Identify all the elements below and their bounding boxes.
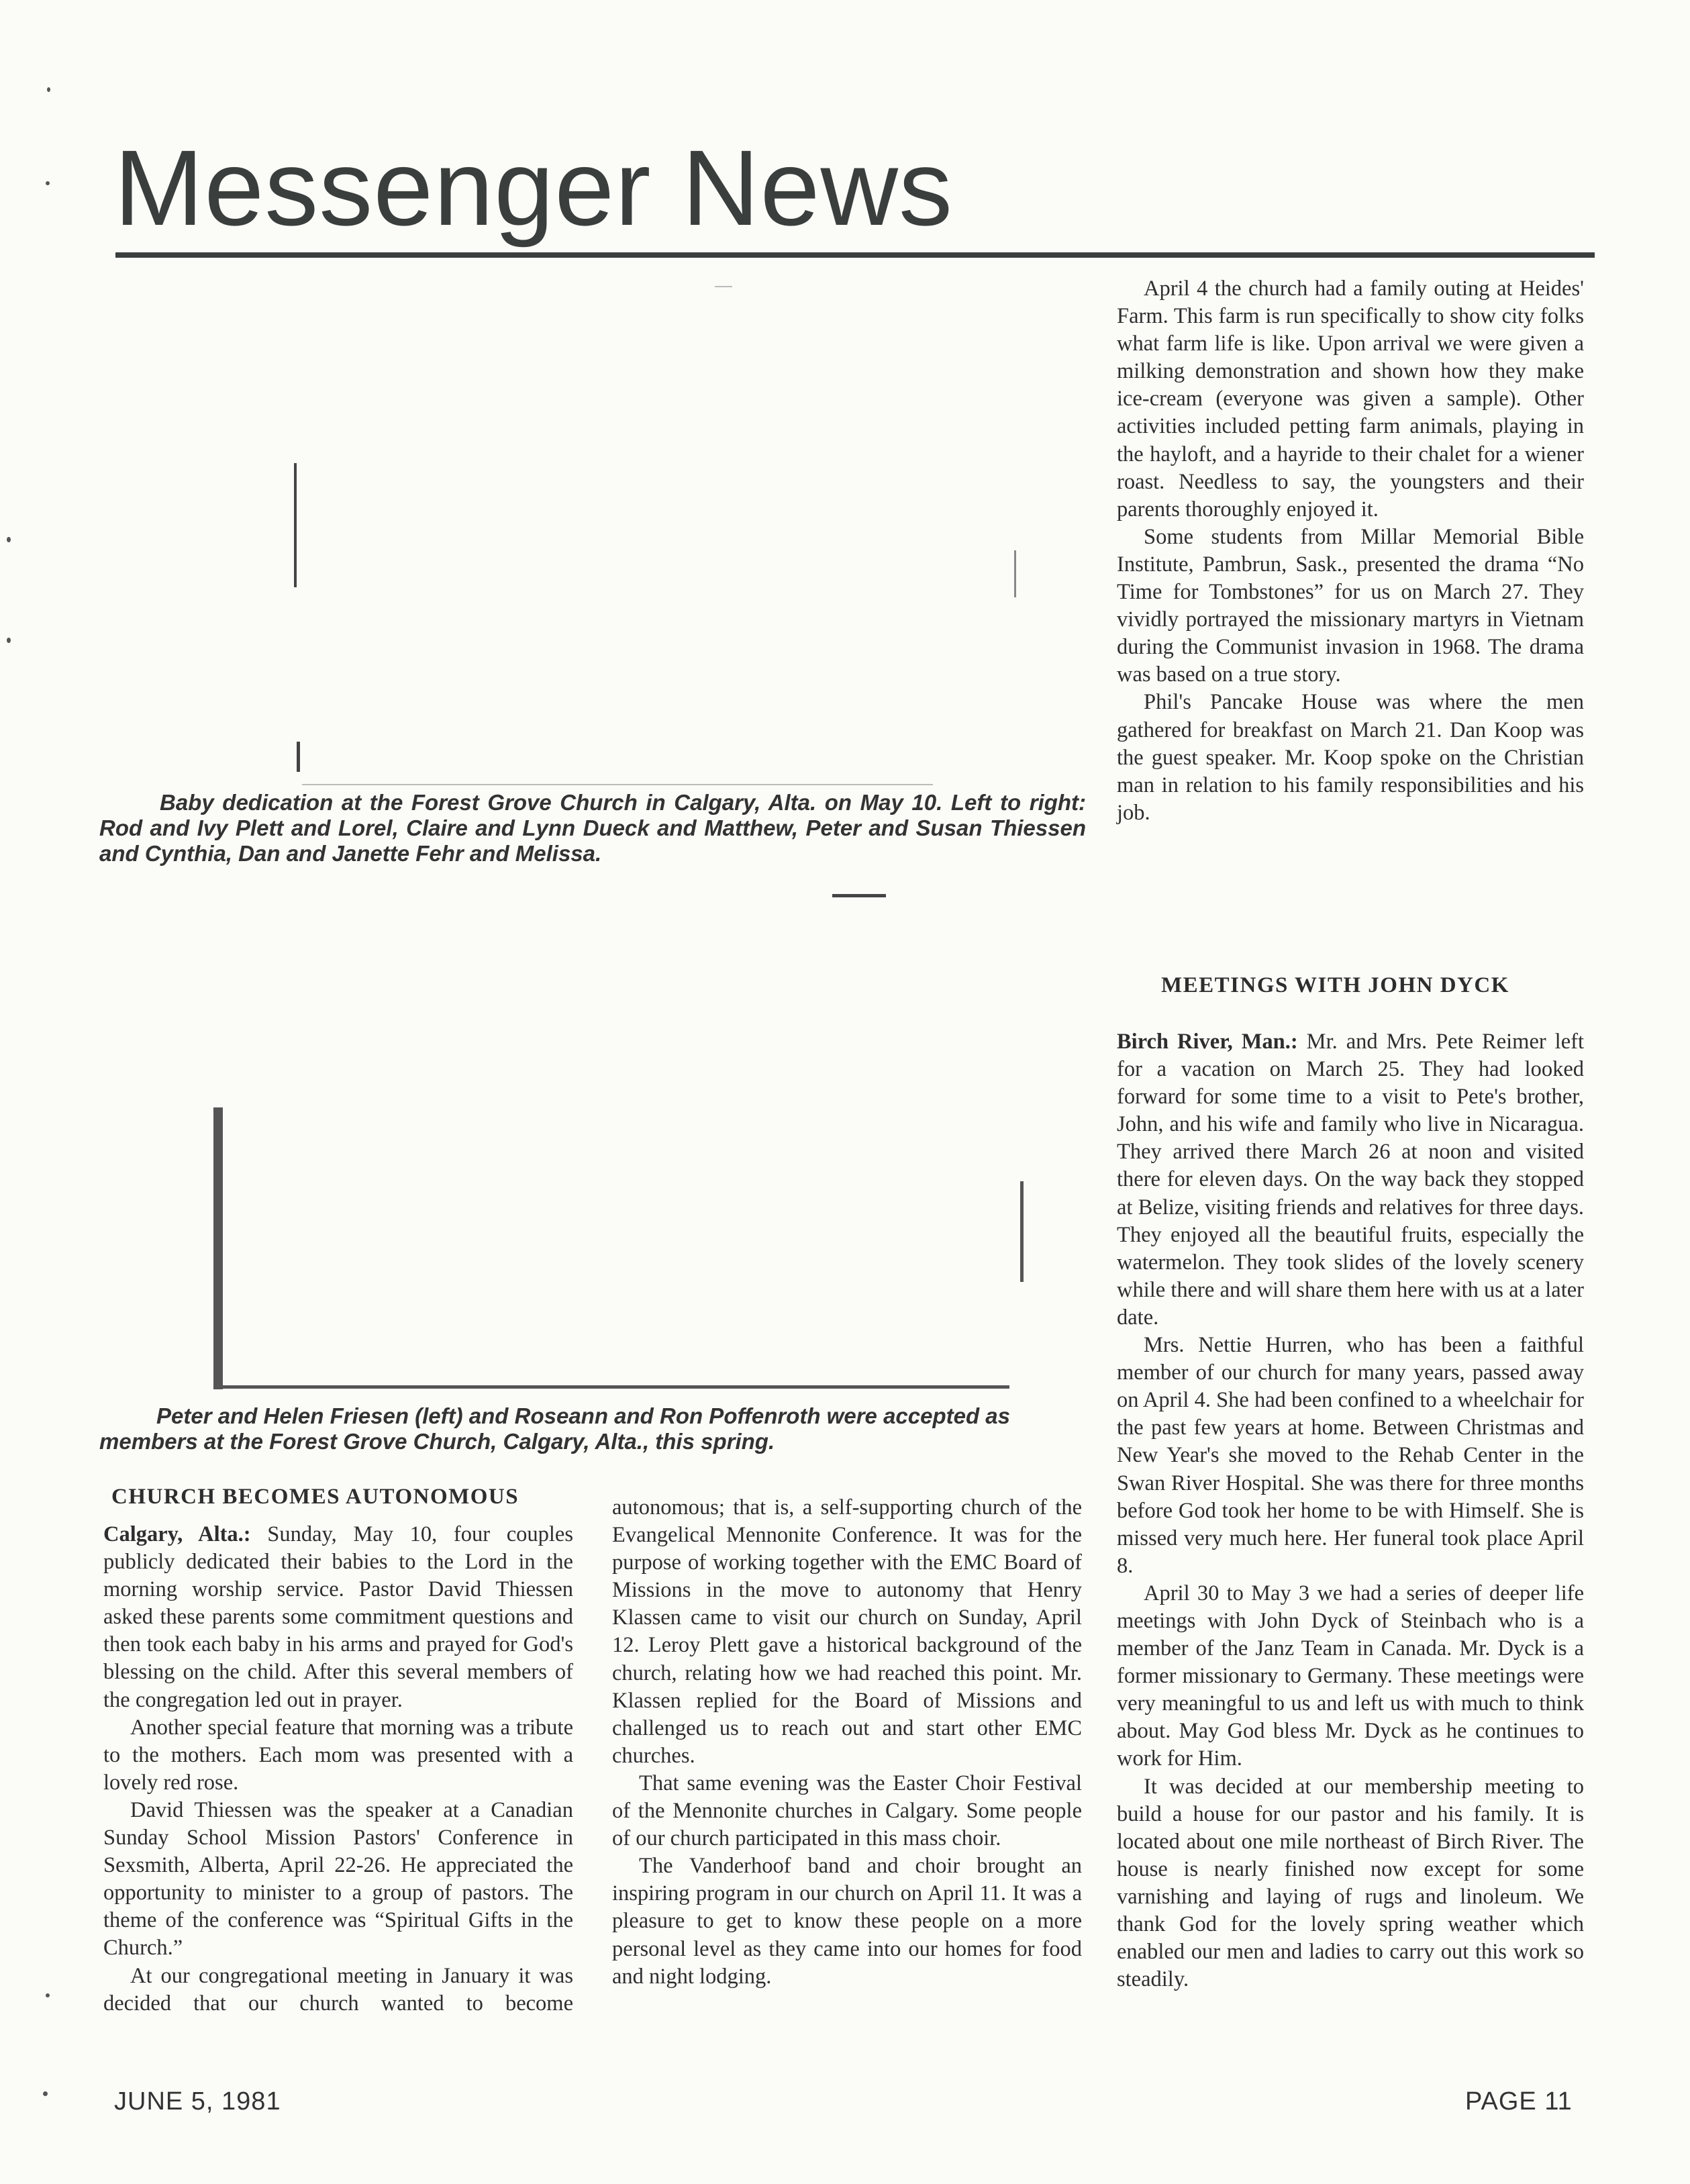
speck-mark: [7, 537, 11, 542]
article-1-column-2: [612, 1494, 1082, 1991]
article-1-column-1: [103, 1521, 573, 2018]
scan-mark: [715, 286, 732, 287]
article-1-paragraph-6: The Vanderhoof band and choir brought an inspiring program in our church on April 11. It was a pleasure to get to know these people on a more personal level as they came into our homes for food and night lodging.: [612, 1854, 1082, 1989]
article-2-paragraph-2: Mrs. Nettie Hurren, who has been a faithful member of our church for many years, passed away on April 4. She had been confined to a wheelchair for the past few years at home. Between Christmas and New Year's she moved to the Rehab Center in the Swan River Hospital. She was there for three months before God took her home to be with Himself. She is missed very much here. Her funeral took place April 8.: [1117, 1333, 1584, 1578]
article-2-paragraph-3: April 30 to May 3 we had a series of deeper life meetings with John Dyck of Steinbach who is a member of the Janz Team in Canada. Mr. Dyck is a former missionary to Germany. These meetings were very meaningful to us and left us with much to think about. May God bless Mr. Dyck as he continues to work for Him.: [1117, 1581, 1584, 1771]
article-1-dateline: Calgary, Alta.:: [103, 1522, 251, 1546]
speck-mark: [43, 2091, 48, 2096]
masthead-rule: [115, 252, 1595, 258]
article-2-column: [1117, 1028, 1584, 1993]
photo-edge-mark: [223, 1385, 1009, 1389]
article-1-column-3: [1117, 275, 1584, 827]
photo-edge-mark: [1014, 550, 1016, 597]
photo-edge-mark: [1020, 1181, 1024, 1282]
article-1-paragraph-5: That same evening was the Easter Choir Festival of the Mennonite churches in Calgary. Some people of our church participated in this mass choir.: [612, 1771, 1082, 1851]
article-heading-meetings-john-dyck: MEETINGS WITH JOHN DYCK: [1161, 973, 1509, 997]
speck-mark: [46, 1993, 50, 1997]
scan-mark: [832, 894, 886, 897]
photo-edge-mark: [302, 784, 933, 785]
masthead-title: Messenger News: [114, 128, 954, 248]
article-1-paragraph-1: [103, 1521, 573, 1714]
article-1-paragraph-2: Another special feature that morning was a tribute to the mothers. Each mom was presented with a lovely red rose.: [103, 1715, 573, 1795]
article-1-paragraph-3: David Thiessen was the speaker at a Canadian Sunday School Mission Pastors' Conference in Sexsmith, Alberta, April 22-26. He appreciated the opportunity to minister to a group of pastors. The theme of the conference was “Spiritual Gifts in the Church.”: [103, 1797, 573, 1960]
photo-new-members: [213, 1107, 1019, 1389]
article-2-paragraph-4: It was decided at our membership meeting to build a house for our pastor and his family. It is located about one mile northeast of Birch River. The house is nearly finished now except for some varnishing and laying of rugs and linoleum. We thank God for the lovely spring weather which enabled our men and ladies to carry out this work so steadily.: [1117, 1774, 1584, 1992]
article-heading-church-autonomous: CHURCH BECOMES AUTONOMOUS: [111, 1485, 519, 1509]
article-1-paragraph-4: At our congregational meeting in January it was decided that our church wanted to become: [103, 1963, 573, 2016]
article-1-paragraph-4-continued: [612, 1494, 1082, 1770]
speck-mark: [7, 638, 11, 643]
photo-caption-baby-dedication: Baby dedication at the Forest Grove Church in Calgary, Alta. on May 10. Left to right: Rod and Ivy Plett and Lorel, Claire and Lynn Dueck and Matthew, Peter and Susan Thiessen and Cynthia, Dan and Janette Fehr and Melissa.: [99, 790, 1086, 866]
footer-page-number: PAGE 11: [1465, 2087, 1573, 2116]
footer-date: JUNE 5, 1981: [114, 2087, 281, 2116]
article-1-paragraph-1-text: Sunday, May 10, four couples publicly dedicated their babies to the Lord in the morning worship service. Pastor David Thiessen asked these parents some commitment questions and then took each baby in his arms and prayed for God's blessing on the child. After this several members of the congregation led out in prayer.: [103, 1522, 574, 1712]
article-2-paragraph-1: [1117, 1028, 1584, 1332]
article-1-paragraph-4-overflow: autonomous; that is, a self-supporting church of the Evangelical Mennonite Conference. It was for the purpose of working together with the EMC Board of Missions in the move to autonomy that Henry Klassen came to visit our church on Sunday, April 12. Leroy Plett gave a historical background of the church, relating how we had reached this point. Mr. Klassen replied for the Board of Missions and challenged us to reach out and start other EMC churches.: [612, 1495, 1082, 1768]
photo-edge-mark: [297, 742, 300, 772]
article-1-paragraph-7: April 4 the church had a family outing at Heides' Farm. This farm is run specifically to show city folks what farm life is like. Upon arrival we were given a milking demonstration and shown how they make ice-cream (everyone was given a sample). Other activities included petting farm animals, playing in the hayloft, and a hayride to their chalet for a wiener roast. Needless to say, the youngsters and their parents thoroughly enjoyed it.: [1117, 277, 1584, 522]
article-2-dateline: Birch River, Man.:: [1117, 1030, 1298, 1054]
photo-edge-mark: [213, 1107, 223, 1389]
photo-edge-mark: [294, 463, 297, 587]
photo-baby-dedication: [289, 456, 1020, 785]
article-1-paragraph-8: Some students from Millar Memorial Bible Institute, Pambrun, Sask., presented the drama “No Time for Tombstones” for us on March 27. They vividly portrayed the missionary martyrs in Vietnam during the Communist invasion in 1968. The drama was based on a true story.: [1117, 524, 1584, 687]
speck-mark: [46, 181, 50, 185]
article-1-paragraph-9: Phil's Pancake House was where the men gathered for breakfast on March 21. Dan Koop was the guest speaker. Mr. Koop spoke on the Christian man in relation to his family responsibilities and his job.: [1117, 690, 1584, 825]
photo-caption-new-members: Peter and Helen Friesen (left) and Roseann and Ron Poffenroth were accepted as members at the Forest Grove Church, Calgary, Alta., this spring.: [99, 1403, 1011, 1454]
speck-mark: [47, 87, 50, 92]
article-2-paragraph-1-text: Mr. and Mrs. Pete Reimer left for a vacation on March 25. They had looked forward for some time to a visit to Pete's brother, John, and his wife and family who live in Nicaragua. They arrived there March 26 at noon and visited there for eleven days. On the way back they stopped at Belize, visiting friends and relatives for three days. They enjoyed all the beautiful fruits, especially the watermelon. They took slides of the lovely scenery while there and will share them here with us at a later date.: [1117, 1030, 1584, 1330]
